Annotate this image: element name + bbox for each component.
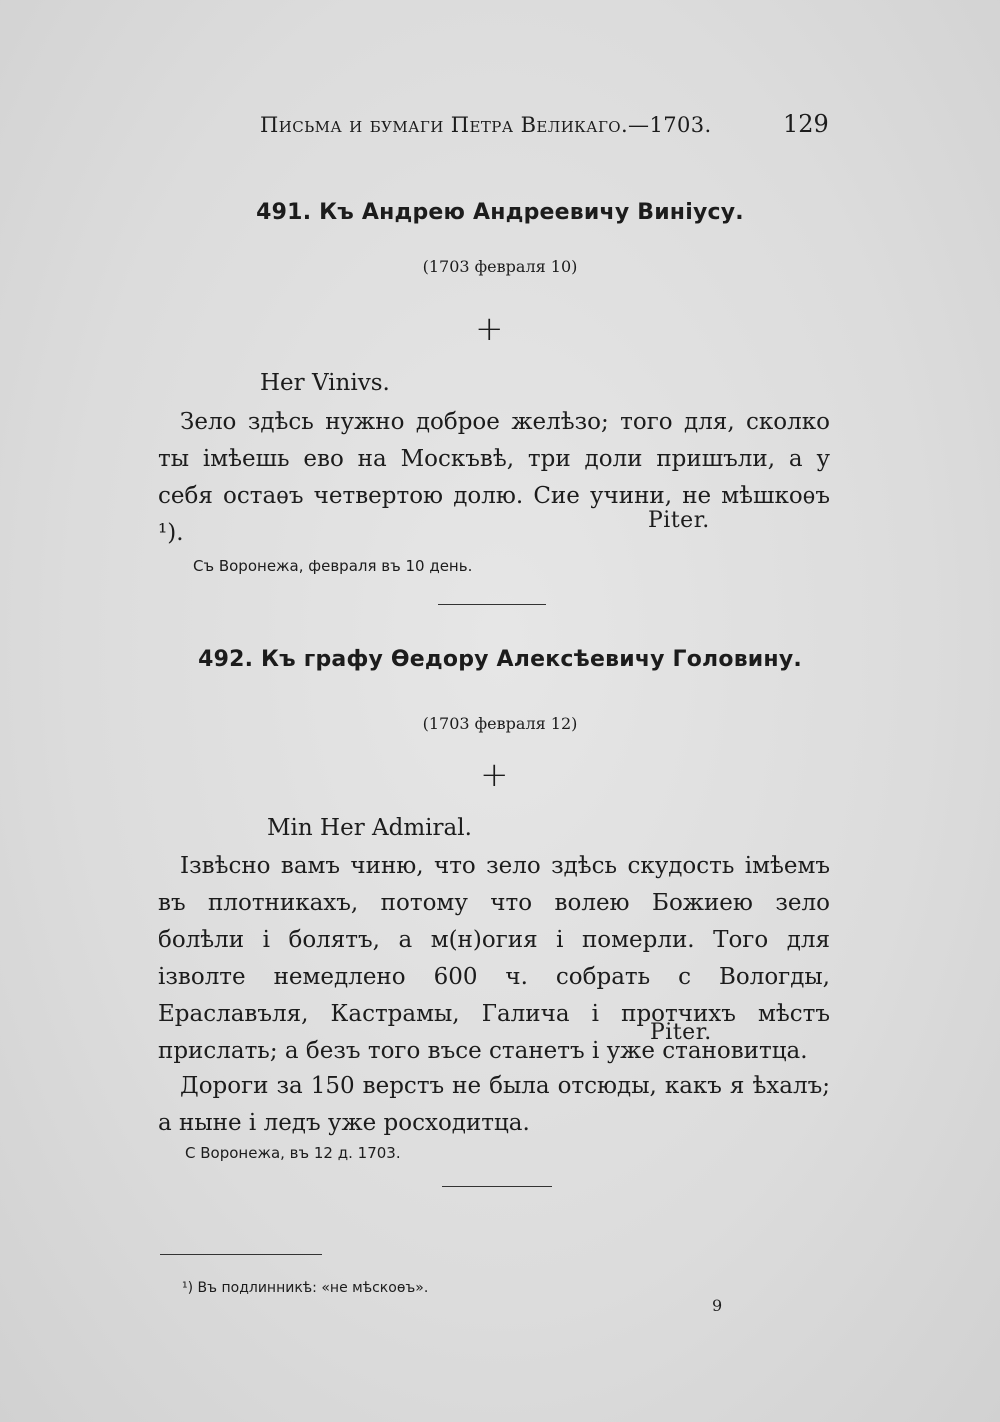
letter-492-signature: Piter.: [650, 1020, 712, 1045]
letter-492-salutation: Min Her Admiral.: [267, 815, 472, 841]
section-divider: [438, 604, 546, 605]
footnote-rule: [160, 1254, 322, 1255]
letter-492-postscript: [158, 1068, 830, 1142]
page-number: 129: [783, 110, 829, 138]
letter-491-salutation: Her Vinivs.: [260, 370, 390, 396]
letter-492-body: [158, 848, 830, 1070]
running-head: Письма и бумаги Петра Великаго.—1703.: [260, 113, 712, 137]
sheet-signature: 9: [712, 1296, 723, 1315]
letter-491-body: [158, 404, 830, 552]
cross-symbol: +: [480, 755, 509, 795]
footnote: ¹) Въ подлинникѣ: «не мѣскоѳъ».: [182, 1280, 429, 1296]
postscript-paragraph: Дороги за 150 верстъ не была отсюды, какъ я ѣхалъ; а ныне і ледъ уже росходитца.: [158, 1073, 830, 1136]
letter-491-heading: 491. Къ Андрею Андреевичу Виніусу.: [256, 200, 744, 225]
letter-492-date: (1703 февраля 12): [422, 714, 578, 733]
letter-491-signature: Piter.: [648, 508, 710, 533]
letter-492-heading: 492. Къ графу Ѳедору Алексѣевичу Головину.: [198, 647, 802, 672]
letter-491-date: (1703 февраля 10): [422, 257, 578, 276]
letter-492-paragraph: Ізвѣсно вамъ чиню, что зело здѣсь скудость імѣемъ въ плотникахъ, потому что волею Божиею зело болѣли і болятъ, а м(н)огия і померли. Того для ізволте немедлено 600 ч. собрать с Вологды, Ераславъля, Кастрамы, Галича і протчихъ мѣстъ прислать; а безъ того въсе станетъ і уже становитца.: [158, 853, 830, 1064]
letter-492-place-date: С Воронежа, въ 12 д. 1703.: [185, 1144, 401, 1162]
section-divider: [442, 1186, 552, 1187]
letter-491-place-date: Съ Воронежа, февраля въ 10 день.: [193, 557, 473, 575]
cross-symbol: +: [475, 309, 504, 349]
letter-491-paragraph: Зело здѣсь нужно доброе желѣзо; того для, сколко ты імѣешь ево на Москъвѣ, три доли пришъли, а у себя остаѳъ четвертою долю. Сие учини, не мѣшкоѳъ ¹).: [158, 409, 830, 546]
